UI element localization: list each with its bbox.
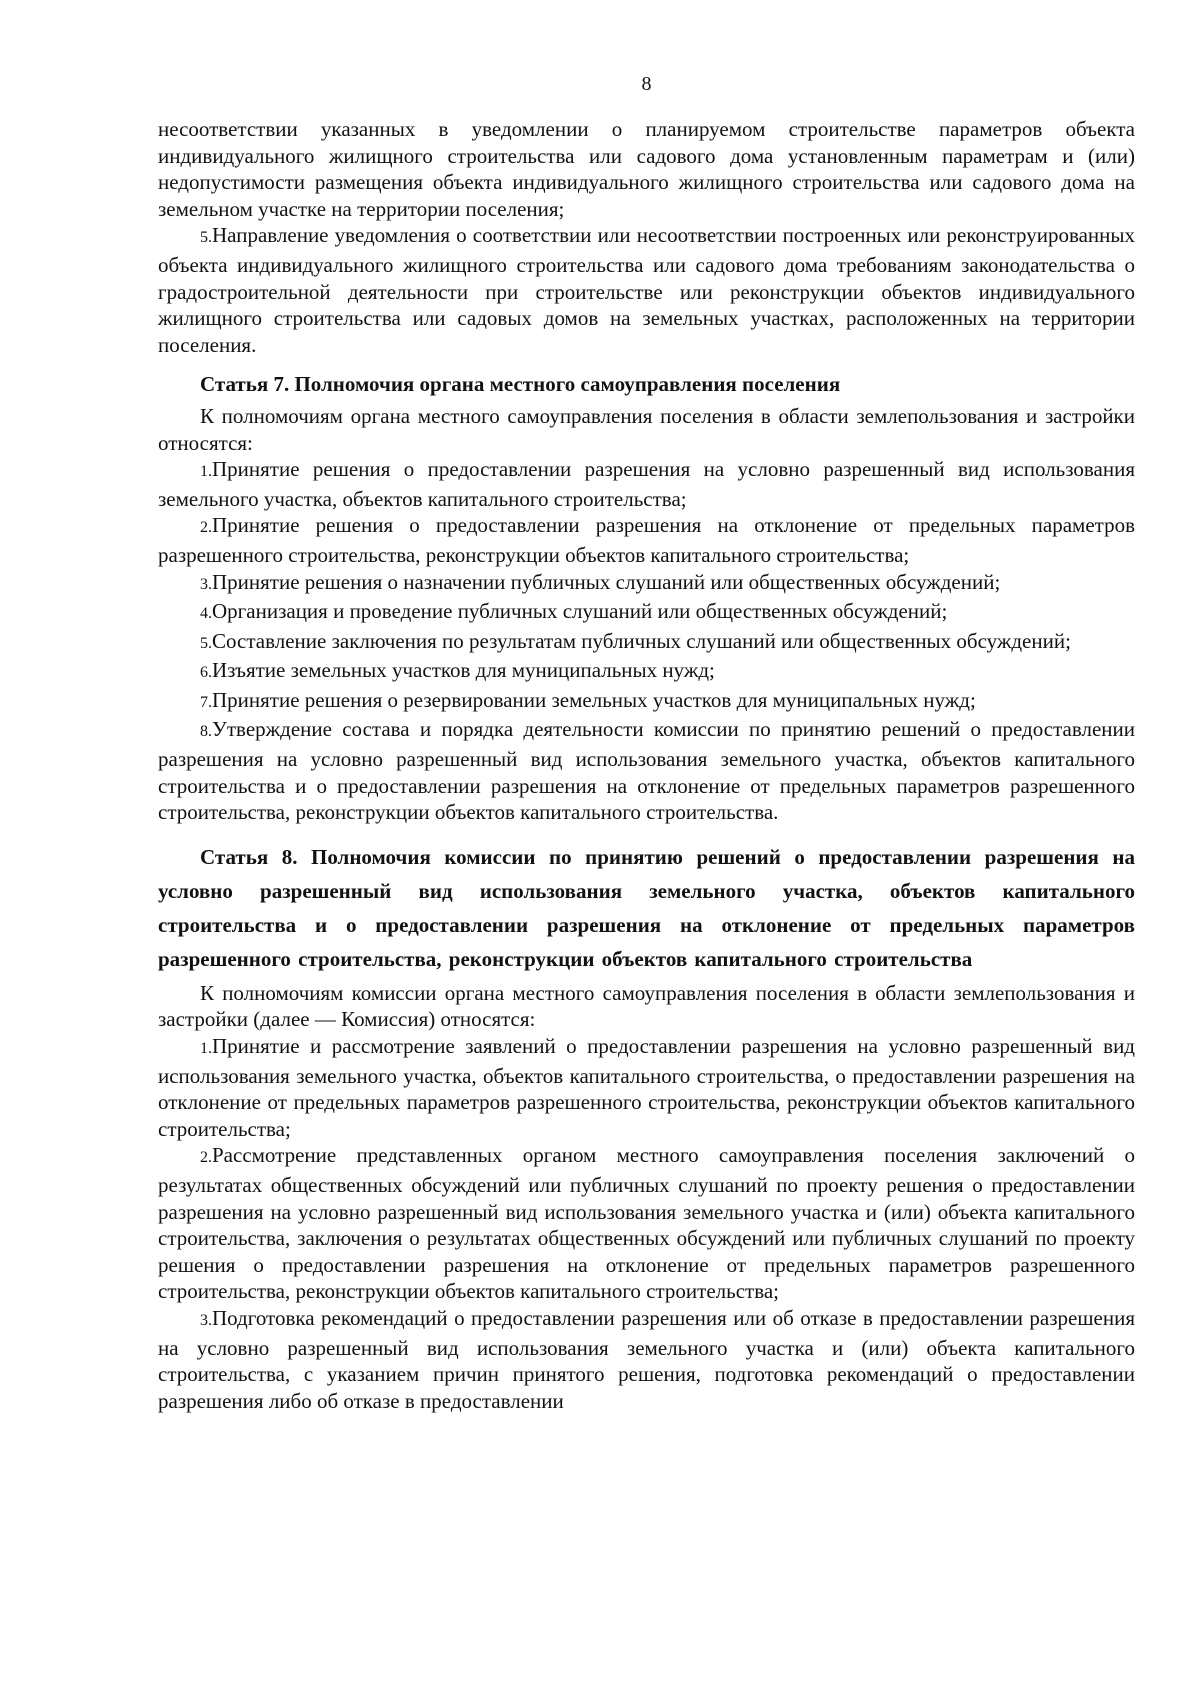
item-number: 6. [200,664,212,682]
list-item [158,1305,1135,1414]
page-number: 8 [641,73,652,95]
item-text: Принятие решения о предоставлении разрешения на условно разрешенный вид использования земельного участка, объектов капитального строительства; [158,457,1135,511]
list-item [158,657,1135,687]
item-text: Организация и проведение публичных слушаний или общественных обсуждений; [212,599,948,624]
item-text: Рассмотрение представленных органом местного самоуправления поселения заключений о результатах общественных обсуждений или публичных слушаний по проекту решения о предоставлении разрешения на условно разрешенный вид использования земельного участка и (или) объекта капитального строительства, заключения о результатах общественных обсуждений или публичных слушаний по проекту решения о предоставлении разрешения на отклонение от предельных параметров разрешенного строительства, реконструкции объектов капитального строительства; [158,1143,1135,1304]
item-number: 4. [200,605,212,623]
item-text: Принятие и рассмотрение заявлений о предоставлении разрешения на условно разрешенный вид использования земельного участка, объектов капитального строительства, о предоставлении разрешения на отклонение от предельных параметров разрешенного строительства, реконструкции объектов капитального строительства; [158,1034,1135,1141]
item-text: Принятие решения о назначении публичных слушаний или общественных обсуждений; [212,569,1001,594]
item-text: Изъятие земельных участков для муниципальных нужд; [212,658,715,683]
item-number: 1. [200,463,212,481]
item-text: Принятие решения о резервировании земельных участков для муниципальных нужд; [212,687,976,712]
item-text: Направление уведомления о соответствии или несоответствии построенных или реконструированных объекта индивидуального жилищного строительства или садового дома требованиям законодательства о градостроительной деятельности при строительстве или реконструкции объектов индивидуального жилищного строительства или садовых домов на земельных участках, расположенных на территории поселения. [158,223,1135,357]
continuation-paragraph: несоответствии указанных в уведомлении о планируемом строительстве параметров объекта индивидуального жилищного строительства или садового дома установленным параметрам и (или) недопустимости размещения объекта индивидуального жилищного строительства или садового дома на земельном участке на территории поселения; [158,117,1135,221]
item-number: 5. [200,634,212,652]
list-item [158,222,1135,358]
article-7-intro: К полномочиям органа местного самоуправления поселения в области землепользования и застройки относятся: [158,403,1135,455]
item-number: 8. [200,723,212,741]
item-number: 2. [200,519,212,537]
list-item [158,512,1135,568]
list-item [158,687,1135,717]
article-8-heading: Статья 8. Полномочия комиссии по принятию решений о предоставлении разрешения на условно разрешенный вид использования земельного участка, объектов капитального строительства и о предоставлении разрешения на отклонение от предельных параметров разрешенного строительства, реконструкции объектов капитального строительства [158,844,1135,971]
item-text: Подготовка рекомендаций о предоставлении разрешения или об отказе в предоставлении разрешения на условно разрешенный вид использования земельного участка и (или) объекта капитального строительства, с указанием причин принятого решения, подготовка рекомендаций о предоставлении разрешения либо об отказе в предоставлении [158,1305,1135,1413]
item-text: Составление заключения по результатам публичных слушаний или общественных обсуждений; [212,628,1071,653]
document-page [158,0,1135,1414]
list-item [158,1142,1135,1305]
list-item [158,628,1135,658]
list-item [158,716,1135,825]
item-number: 3. [200,575,212,593]
item-number: 7. [200,693,212,711]
article-7-heading: Статья 7. Полномочия органа местного самоуправления поселения [200,372,841,397]
item-number: 5. [200,229,212,247]
article-8-intro: К полномочиям комиссии органа местного самоуправления поселения в области землепользования и застройки (далее — Комиссия) относятся: [158,980,1135,1032]
item-number: 1. [200,1040,212,1058]
list-item [158,456,1135,512]
item-text: Утверждение состава и порядка деятельности комиссии по принятию решений о предоставлении разрешения на условно разрешенный вид использования земельного участка, объектов капитального строительства и о предоставлении разрешения на отклонение от предельных параметров разрешенного строительства, реконструкции объектов капитального строительства. [158,717,1135,825]
list-item [158,598,1135,628]
list-item [158,1033,1135,1142]
item-number: 3. [200,1311,212,1329]
item-text: Принятие решения о предоставлении разрешения на отклонение от предельных параметров разрешенного строительства, реконструкции объектов капитального строительства; [158,513,1135,567]
item-number: 2. [200,1149,212,1167]
list-item [158,569,1135,599]
